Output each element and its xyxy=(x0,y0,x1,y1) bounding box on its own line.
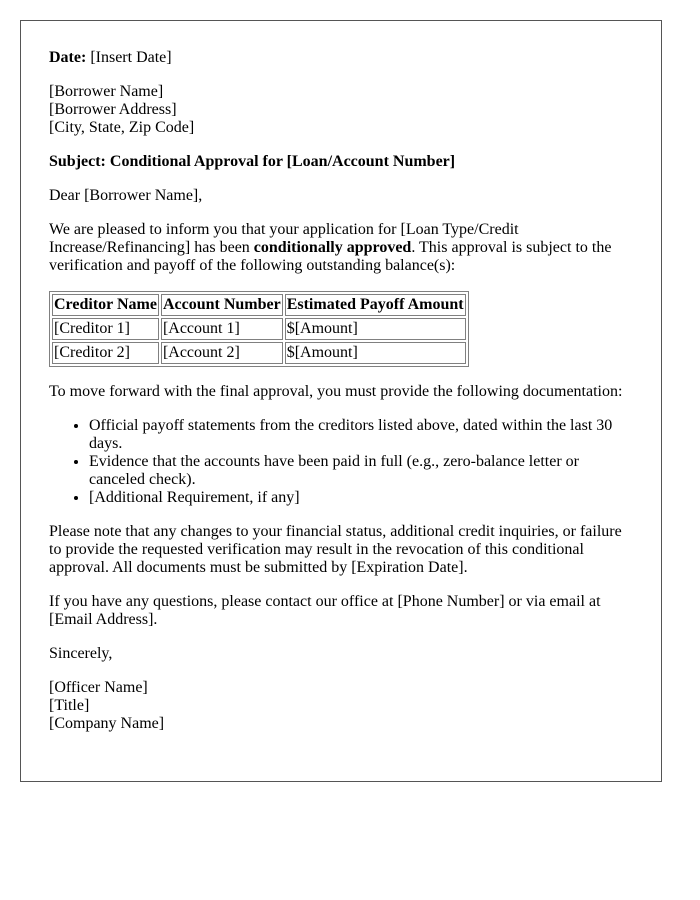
cell-account: [Account 2] xyxy=(161,342,283,364)
officer-name: [Officer Name] xyxy=(49,679,148,696)
letter xyxy=(20,20,662,782)
docs-intro: To move forward with the final approval, you must provide the following documentation: xyxy=(49,383,623,400)
balances-table xyxy=(49,291,469,367)
company-name: [Company Name] xyxy=(49,715,165,732)
date-line xyxy=(49,49,633,67)
contact-paragraph: If you have any questions, please contact our office at [Phone Number] or via email at [Email Address]. xyxy=(49,593,601,628)
intro-text-end: . This approval is subject to the verification and payoff of the following outstanding balance(s): xyxy=(49,239,612,274)
header-creditor: Creditor Name xyxy=(52,294,159,316)
date-value: [Insert Date] xyxy=(90,49,172,66)
list-item: • Official payoff statements from the creditors listed above, dated within the last 30 days. xyxy=(89,417,633,453)
intro-paragraph xyxy=(49,221,633,275)
subject-line xyxy=(49,153,633,171)
cell-amount: $[Amount] xyxy=(285,318,466,340)
recipient-address xyxy=(49,83,633,137)
signature-block xyxy=(49,679,633,733)
salutation: Dear [Borrower Name], xyxy=(49,187,203,204)
intro-text: We are pleased to inform you that your application for [Loan Type/Credit Increase/Refinancing] has been xyxy=(49,221,519,256)
table-row xyxy=(52,318,466,340)
borrower-address: [Borrower Address] xyxy=(49,101,177,118)
borrower-name: [Borrower Name] xyxy=(49,83,164,100)
intro-bold: conditionally approved xyxy=(253,239,412,256)
list-item: • Evidence that the accounts have been paid in full (e.g., zero-balance letter or canceled check). xyxy=(89,453,633,489)
cell-amount: $[Amount] xyxy=(285,342,466,364)
requirements-list xyxy=(49,417,633,507)
cell-creditor: [Creditor 2] xyxy=(52,342,159,364)
header-amount: Estimated Payoff Amount xyxy=(285,294,466,316)
list-item: • [Additional Requirement, if any] xyxy=(89,489,633,507)
table-row xyxy=(52,342,466,364)
date-label: Date: xyxy=(49,49,87,66)
city-state-zip: [City, State, Zip Code] xyxy=(49,119,195,136)
cell-creditor: [Creditor 1] xyxy=(52,318,159,340)
officer-title: [Title] xyxy=(49,697,90,714)
cell-account: [Account 1] xyxy=(161,318,283,340)
note-paragraph: Please note that any changes to your financial status, additional credit inquiries, or failure to provide the requested verification may result in the revocation of this conditional approval. All documents must be submitted by [Expiration Date]. xyxy=(49,523,622,576)
subject-text: Subject: Conditional Approval for [Loan/Account Number] xyxy=(49,153,456,170)
table-header-row xyxy=(52,294,466,316)
closing: Sincerely, xyxy=(49,645,113,662)
header-account: Account Number xyxy=(161,294,283,316)
